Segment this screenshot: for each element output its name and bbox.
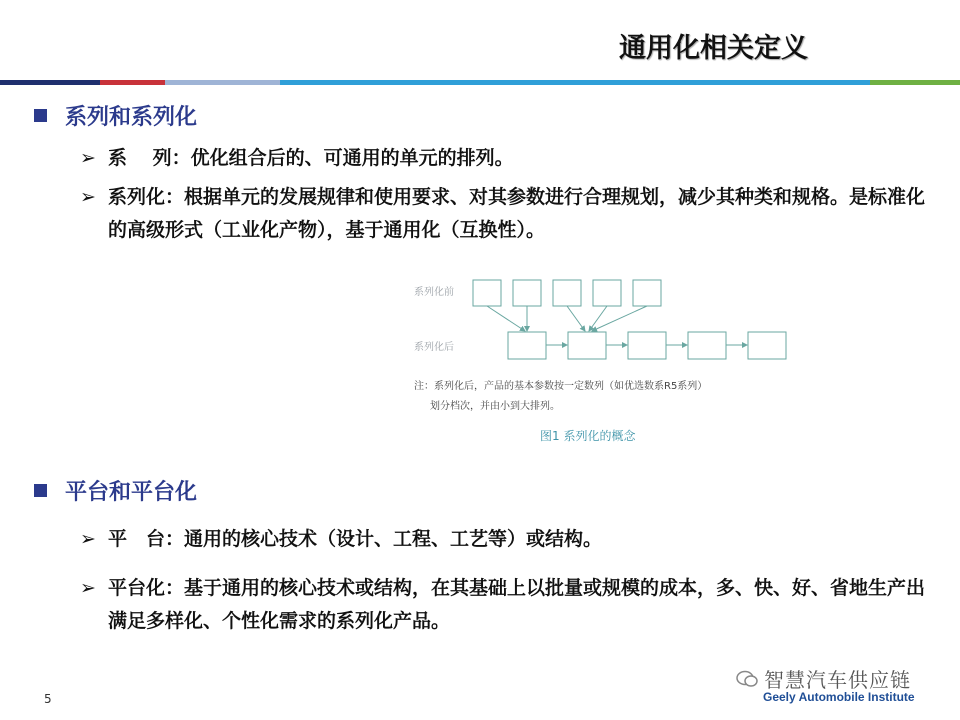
square-bullet-icon: [34, 109, 47, 122]
section-heading-series: [34, 100, 197, 131]
arrow-bullet-icon: ➢: [80, 528, 96, 550]
watermark-text: 智慧汽车供应链: [764, 668, 911, 692]
bullet-series-definition: [80, 142, 920, 175]
bullet-serialization-definition: [80, 181, 932, 247]
chat-bubble-icon: [736, 670, 758, 688]
section-heading-text: 平台和平台化: [65, 480, 198, 505]
bullet-text: 系列化：根据单元的发展规律和使用要求、对其参数进行合理规划，减少其种类和规格。是标准化的高级形式（工业化产物），基于通用化（互换性）。: [108, 186, 926, 241]
slide-title: 通用化相关定义: [619, 33, 808, 64]
label-after: 系列化后: [414, 342, 454, 353]
watermark: [736, 664, 911, 693]
bullet-text: 平 台：通用的核心技术（设计、工程、工艺等）或结构。: [108, 528, 603, 550]
institute-name: Geely Automobile Institute: [763, 690, 915, 704]
figure-caption: 图1 系列化的概念: [540, 429, 636, 443]
bullet-platform-definition: [80, 523, 920, 556]
arrow-bullet-icon: ➢: [80, 147, 96, 169]
bullet-platformization-definition: [80, 572, 932, 638]
section-heading-text: 系列和系列化: [65, 105, 198, 130]
arrow-bullet-icon: ➢: [80, 577, 96, 599]
label-before: 系列化前: [414, 287, 454, 298]
figure-note-line1: 注：系列化后，产品的基本参数按一定数列（如优选数系R5系列）: [414, 381, 708, 392]
page-number: 5: [44, 692, 52, 706]
bullet-text: 系 列：优化组合后的、可通用的单元的排列。: [108, 147, 514, 169]
serialization-diagram: [400, 268, 800, 453]
square-bullet-icon: [34, 484, 47, 497]
serialization-concept-figure: [400, 268, 800, 453]
bullet-text: 平台化：基于通用的核心技术或结构，在其基础上以批量或规模的成本，多、快、好、省地生产出满足多样化、个性化需求的系列化产品。: [108, 577, 926, 632]
figure-note-line2: 划分档次，并由小到大排列。: [430, 401, 560, 412]
section-heading-platform: [34, 475, 197, 506]
arrow-bullet-icon: ➢: [80, 186, 96, 208]
